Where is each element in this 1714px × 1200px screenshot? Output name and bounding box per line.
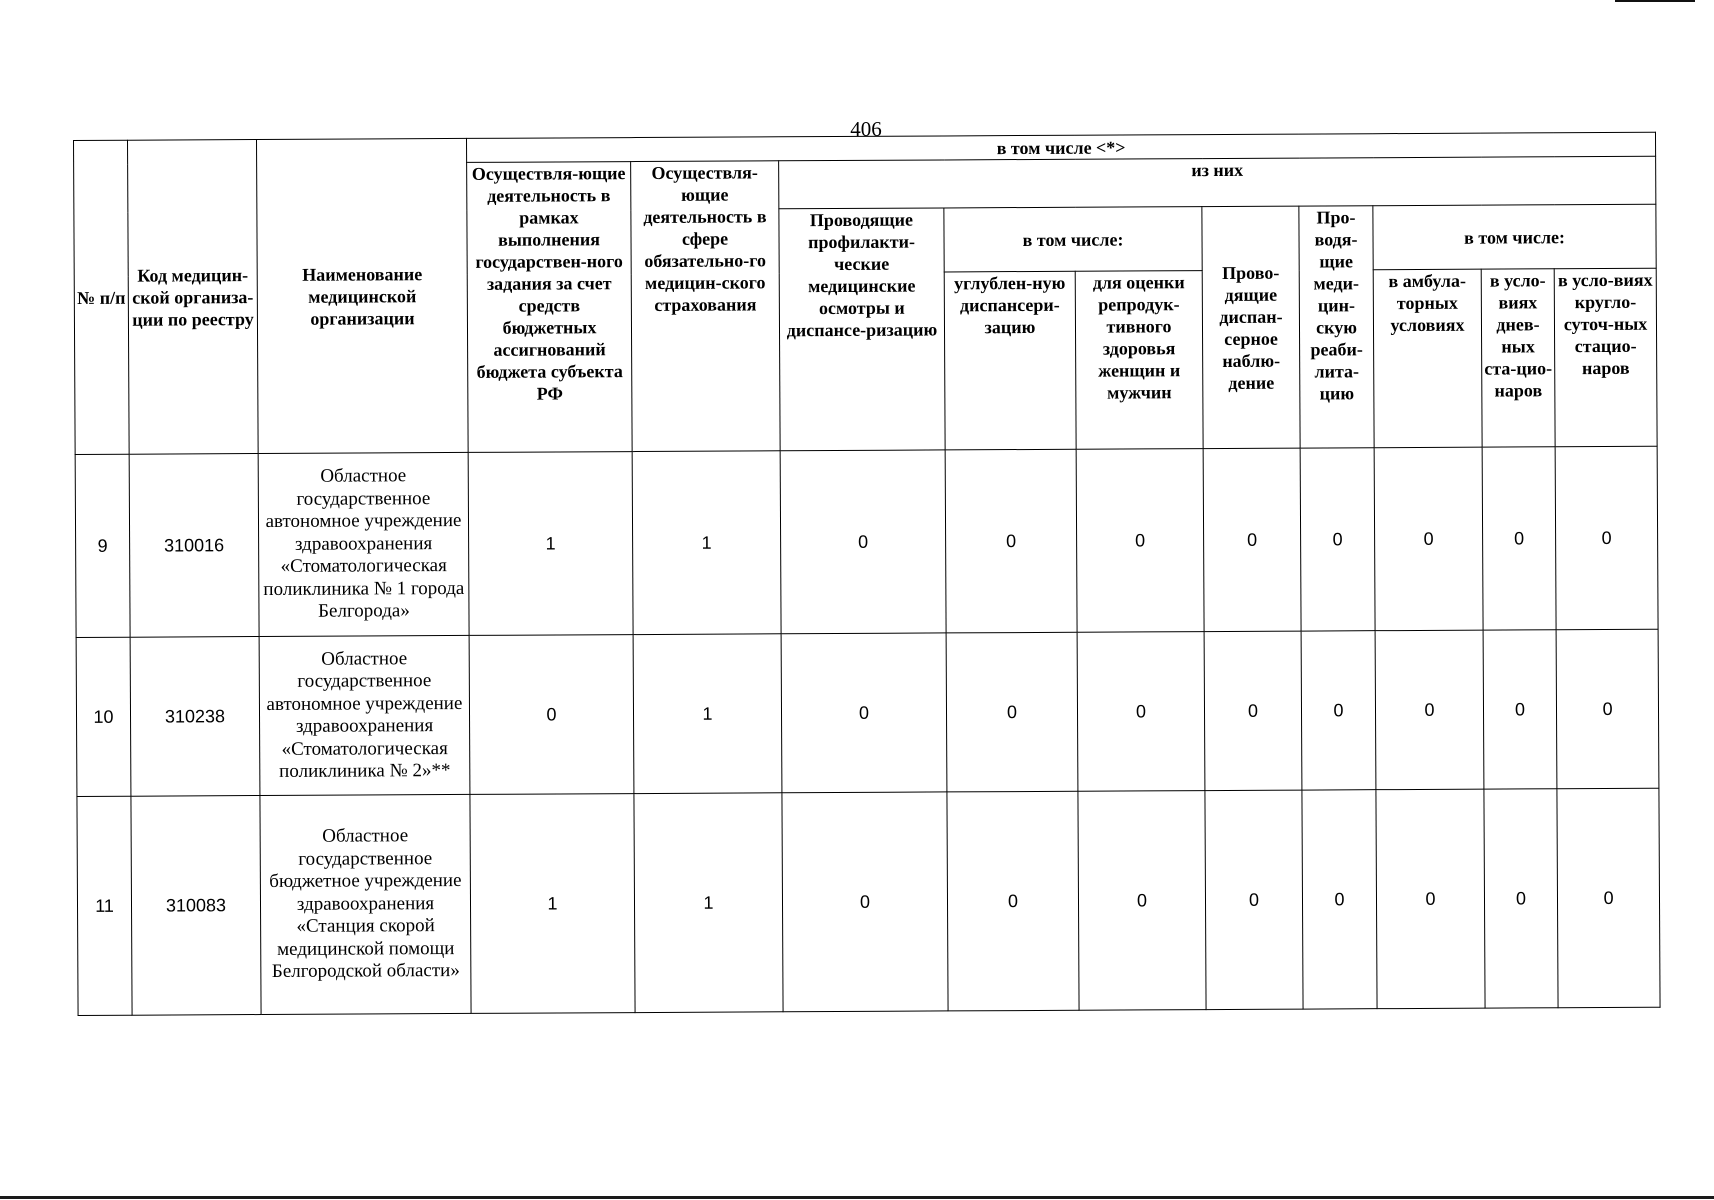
header-preventive: Проводящие профилакти-ческие медицинские осмотры и диспансе-ризацию [779,208,945,451]
header-num: № п/п [74,140,130,454]
header-including-1: в том числе: [944,207,1202,272]
cell-rehab: 0 [1302,790,1377,1009]
cell-preventive: 0 [782,792,948,1012]
header-in-depth: углублен-ную диспансери-зацию [944,271,1076,450]
header-of-them: из них [779,156,1656,209]
table-row [76,629,1659,796]
cell-num: 11 [77,796,132,1015]
cell-round-clock: 0 [1555,446,1658,630]
cell-day-hospital: 0 [1484,789,1558,1008]
cell-org-name: Областное государственное автономное учреждение здравоохранения «Стоматологическая поликлиника № 2»** [259,635,470,795]
cell-oms: 1 [634,793,783,1013]
cell-num: 10 [76,637,131,796]
medical-organizations-table [73,132,1661,1016]
header-day-hospital: в усло-виях днев-ных ста-цио-наров [1481,269,1555,447]
header-code: Код медицин-ской организа-ции по реестру [128,140,259,455]
header-budget: Осуществля-ющие деятельность в рамках выполнения государствен-ного задания за счет средств бюджетных ассигнований бюджета субъекта РФ [467,162,633,453]
cell-org-name: Областное государственное автономное учреждение здравоохранения «Стоматологическая поликлиника № 1 города Белгорода» [258,452,469,636]
cell-day-hospital: 0 [1482,447,1556,630]
header-reproductive: для оценки репродук-тивного здоровья женщин и мужчин [1075,271,1203,450]
cell-dispensary: 0 [1204,631,1302,791]
cell-reproductive: 0 [1077,632,1205,792]
cell-outpatient: 0 [1374,447,1483,631]
header-rehab: Про-водя-щие меди-цин-скую реаби-лита-цию [1299,206,1374,448]
cell-dispensary: 0 [1203,448,1301,632]
cell-rehab: 0 [1300,448,1375,631]
table-row [75,446,1658,637]
cell-round-clock: 0 [1556,629,1659,789]
cell-rehab: 0 [1301,631,1376,790]
cell-code: 310238 [130,637,260,797]
cell-preventive: 0 [781,633,947,793]
header-outpatient: в амбула-торных условиях [1373,269,1482,448]
cell-num: 9 [75,454,130,637]
cell-code: 310083 [131,796,261,1016]
header-oms: Осуществля-ющие деятельность в сфере обязательно-го медицин-ского страхования [631,161,781,452]
cell-code: 310016 [129,454,259,638]
cell-in-depth: 0 [946,632,1078,792]
page-number: 406 [850,117,882,141]
cell-day-hospital: 0 [1483,630,1557,789]
cell-budget: 1 [470,794,635,1014]
top-edge-rule [1615,0,1695,2]
cell-in-depth: 0 [945,449,1077,633]
cell-round-clock: 0 [1557,788,1660,1008]
cell-oms: 1 [632,451,781,635]
header-name: Наименование медицинской организации [257,138,469,453]
bottom-edge-rule [0,1196,1714,1199]
cell-in-depth: 0 [947,791,1079,1011]
cell-org-name: Областное государственное бюджетное учреждение здравоохранения «Станция скорой медицинской помощи Белгородской области» [260,794,471,1014]
cell-reproductive: 0 [1078,791,1206,1011]
header-round-clock: в усло-виях кругло-суточ-ных стацио-наров [1554,268,1657,447]
cell-budget: 0 [469,635,634,795]
cell-preventive: 0 [780,450,946,634]
header-including: в том числе <*> [466,132,1655,162]
cell-budget: 1 [468,452,633,636]
cell-oms: 1 [633,634,782,794]
header-dispensary: Прово-дящие диспан-серное наблю-дение [1202,206,1300,449]
header-including-2: в том числе: [1373,204,1656,269]
cell-outpatient: 0 [1376,789,1485,1009]
cell-dispensary: 0 [1205,790,1303,1010]
cell-outpatient: 0 [1375,630,1484,790]
cell-reproductive: 0 [1076,449,1204,633]
table-row [77,788,1660,1015]
